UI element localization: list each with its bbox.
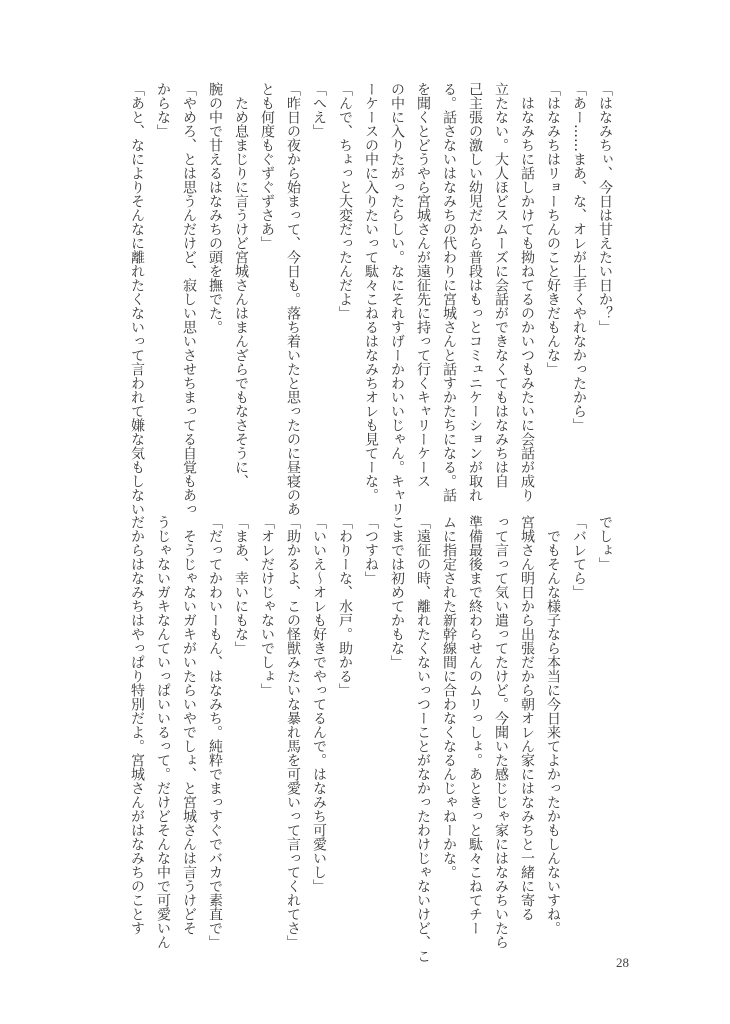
text-line: 「あと、なによりそんなに離れたくないって言われて嫌な気もしない: [129, 82, 145, 516]
text-line: 宮城さん明日から出張だから朝オレん家にはなみちと一緒に寄る: [519, 515, 535, 921]
text-line: だからはなみちはやっぱり特別だよ。宮城さんがはなみちのことす: [129, 515, 145, 935]
text-line: ーケースの中に入りたいって駄々こねるはなみちオレも見てーな。: [363, 82, 379, 502]
text-line: 「いいえ～オレも好きでやってるんで。はなみち可愛いし」: [311, 515, 327, 893]
text-line: でしょ」: [597, 515, 613, 571]
text-line: 「はなみちはリョーちんのこと好きだもんな」: [545, 82, 561, 376]
text-line: 「遠征の時、離れたくないっつーことがなかったわけじゃないけど、こ: [415, 515, 431, 963]
text-line: 「やめろ、とは思うんだけど、寂しい思いさせちまってる自覚もあっ: [181, 82, 197, 516]
text-line: 「つすね」: [363, 515, 379, 585]
text-line: って言って気い遣ってたけど。今聞いた感じじゃ家にはなみちいたら: [493, 515, 509, 949]
text-line: 準備最後まで終わらせんのムリっしょ。あときっと駄々こねてチー: [467, 515, 483, 935]
text-line: とも何度もぐずぐずさあ」: [259, 82, 275, 250]
text-line: を聞くとどうやら宮城さんが遠征先に持って行くキャリーケース: [415, 82, 431, 488]
text-line: 「はなみちぃ、今日は甘えたい日か？」: [597, 82, 613, 334]
text-line: 立たない。大人ほどスムーズに会話ができなくてもはなみちは自: [493, 82, 509, 488]
text-line: 「へえ」: [311, 82, 327, 138]
text-line: 「わりーな、水戸。助かる」: [337, 515, 353, 697]
text-line: 腕の中で甘えるはなみちの頭を撫でた。: [207, 82, 223, 334]
text-line: る。話さないはなみちの代わりに宮城さんと話すかたちになる。話: [441, 82, 457, 502]
text-line: 「んで、ちょっと大変だったんだよ」: [337, 82, 353, 320]
text-line: そうじゃないガキがいたらいやでしょ、と宮城さんは言うけどそ: [181, 529, 197, 935]
text-line: 「だってかわいーもん、はなみち。純粋でまっすぐでバカで素直で」: [207, 515, 223, 949]
text-line: 「まあ、幸いにもな」: [233, 515, 249, 655]
text-line: 「オレだけじゃないでしょ」: [259, 515, 275, 697]
text-line: うじゃないガキなんていっぱいいるって。だけどそんな中で可愛いん: [155, 515, 171, 949]
text-line: 「バレてら」: [571, 515, 587, 599]
page-number: 28: [616, 955, 629, 970]
text-line: の中に入りたがったらしい。なにそれすげーかわいいじゃん。キャリ: [389, 82, 405, 516]
text-line: 己主張の激しい幼児だから普段はもっとコミュニケーションが取れ: [467, 82, 483, 502]
text-line: でもそんな様子なら本当に今日来てよかったかもしんないすね。: [545, 529, 561, 935]
text-line: はなみちに話しかけても拗ねてるのかいつもみたいに会話が成り: [519, 96, 535, 502]
text-line: からな」: [155, 82, 171, 138]
text-block-top: [124, 82, 618, 516]
text-line: 「助かるよ、この怪獣みたいな暴れ馬を可愛いって言ってくれてさ」: [285, 515, 301, 949]
text-line: ムに指定された新幹線間に合わなくなるんじゃねーかな。: [441, 515, 457, 879]
text-line: 「昨日の夜から始まって、今日も。落ち着いたと思ったのに昼寝のあ: [285, 82, 301, 516]
text-block-bottom: [124, 515, 618, 963]
text-line: こまでは初めてかもな」: [389, 515, 405, 669]
text-line: 「あー……まあ、な、オレが上手くやれなかったから」: [571, 82, 587, 432]
text-line: ため息まじりに言うけど宮城さんはまんざらでもなさそうに、: [233, 96, 249, 488]
